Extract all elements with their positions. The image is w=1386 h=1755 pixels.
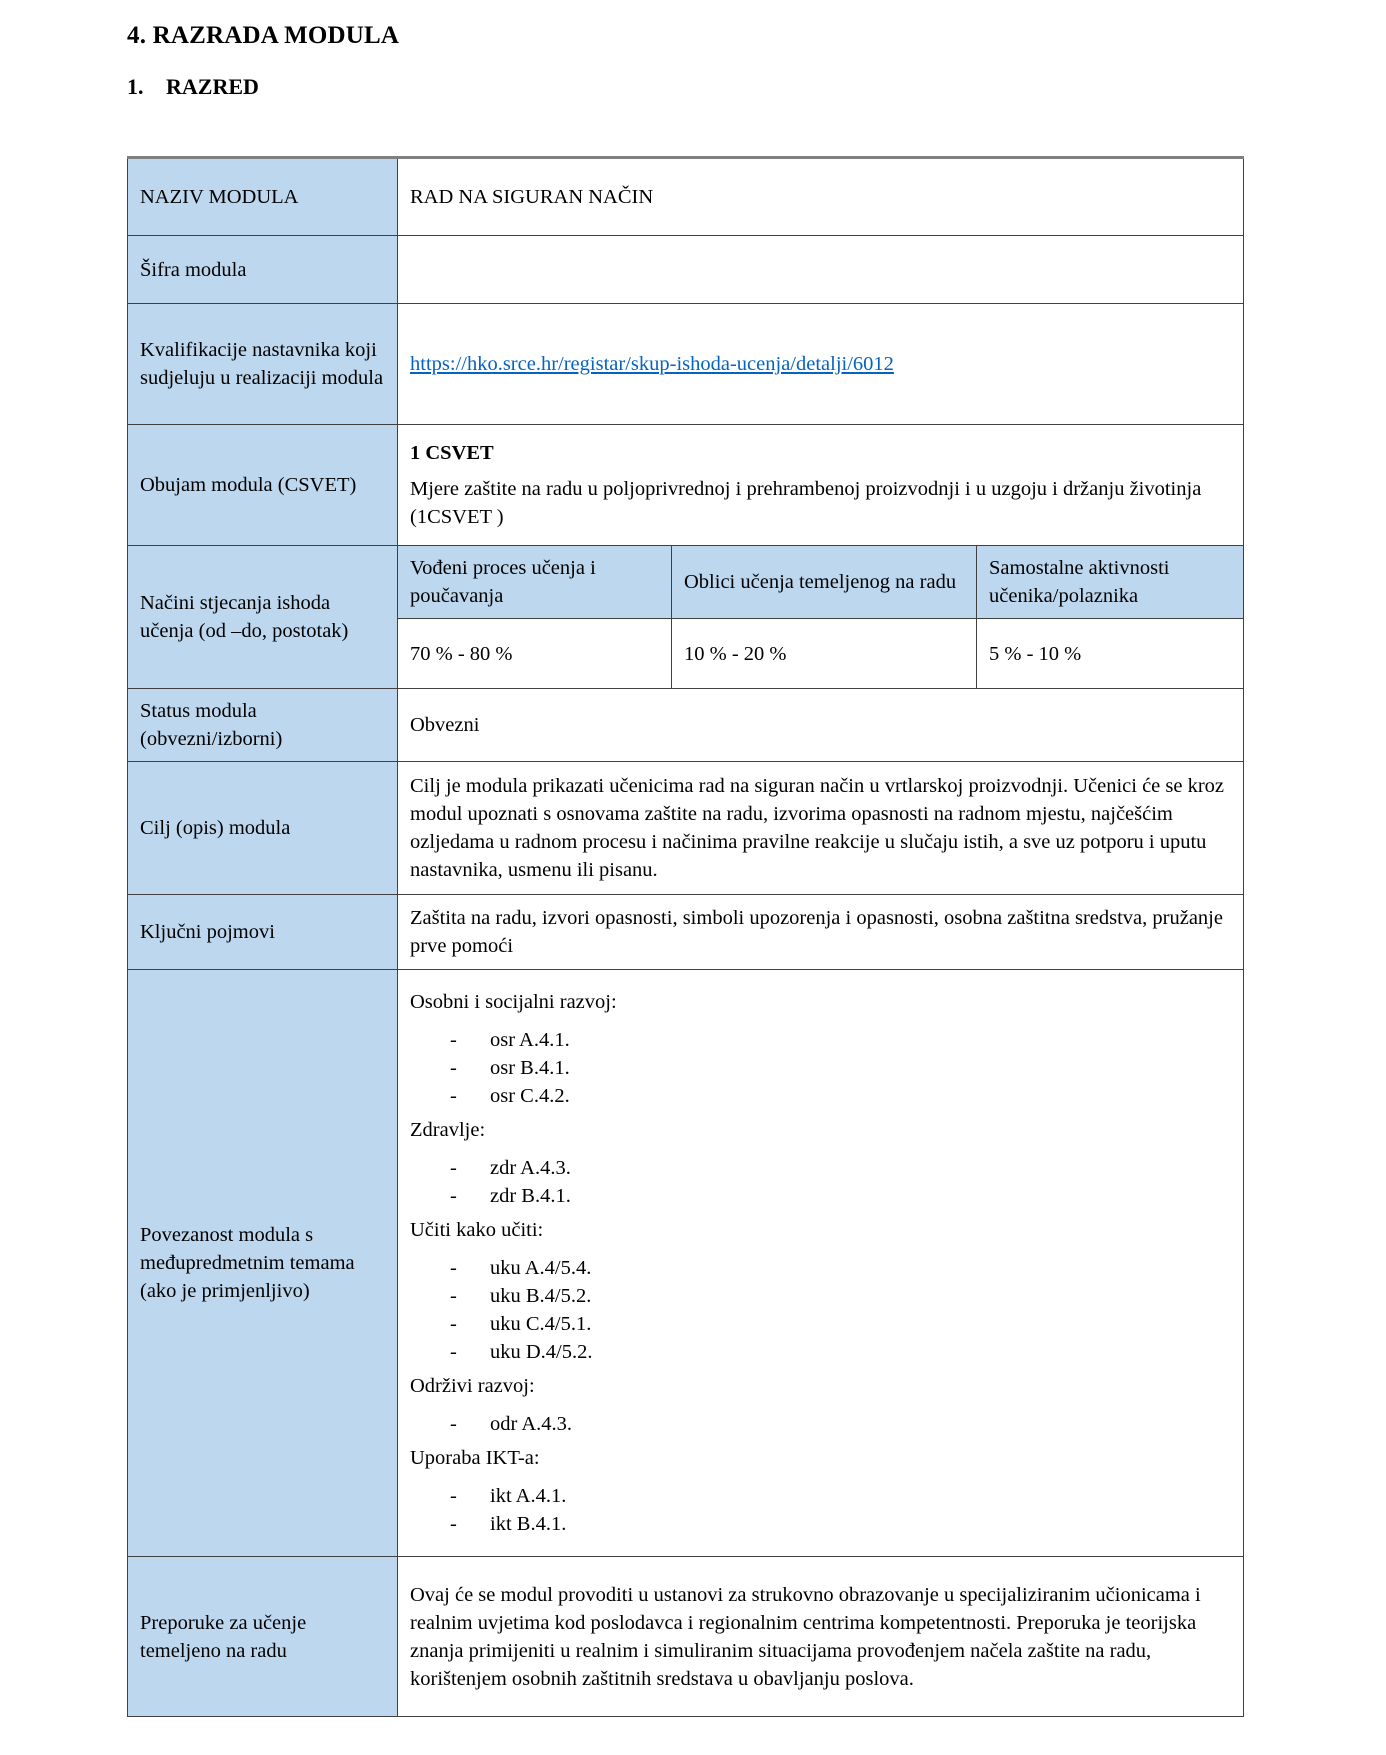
- dash-bullet: -: [450, 1185, 457, 1207]
- povezanost-label: Povezanost modula s međupredmetnim temama (ako je primjenljivo): [128, 970, 398, 1557]
- dash-bullet: -: [450, 1485, 457, 1507]
- obujam-csvet-heading: 1 CSVET: [410, 442, 494, 464]
- section-subtitle: [0, 50, 1386, 100]
- cross-curricular-list-item: [410, 1482, 1231, 1510]
- dash-bullet: -: [450, 1285, 457, 1307]
- nacini-col1-value: 70 % - 80 %: [398, 619, 672, 689]
- cross-curricular-list-item: [410, 1510, 1231, 1538]
- nacini-col3-header: Samostalne aktivnosti učenika/polaznika: [977, 546, 1244, 619]
- row-kljucni-pojmovi: [128, 895, 1244, 970]
- naziv-modula-label: NAZIV MODULA: [128, 158, 398, 236]
- obujam-description: Mjere zaštite na radu u poljoprivrednoj i prehrambenoj proizvodnji i u uzgoju i držanju životinja (1CSVET ): [410, 478, 1202, 528]
- page-title: 4. RAZRADA MODULA: [127, 22, 400, 49]
- cross-curricular-group-header: Održivi razvoj:: [410, 1375, 535, 1397]
- row-naziv-modula: [128, 158, 1244, 236]
- cross-curricular-group-header: Zdravlje:: [410, 1119, 486, 1141]
- dash-bullet: -: [450, 1257, 457, 1279]
- dash-bullet: -: [450, 1085, 457, 1107]
- cross-curricular-list-item: [410, 1082, 1231, 1110]
- cross-curricular-item-text: uku B.4/5.2.: [490, 1285, 592, 1307]
- status-value: Obvezni: [398, 689, 1244, 762]
- cross-curricular-list-item: [410, 1254, 1231, 1282]
- nacini-col2-value: 10 % - 20 %: [672, 619, 977, 689]
- cross-curricular-list-item: [410, 1410, 1231, 1438]
- obujam-value: [398, 425, 1244, 546]
- obujam-label: Obujam modula (CSVET): [128, 425, 398, 546]
- cross-curricular-list-item: [410, 1026, 1231, 1054]
- naziv-modula-value: RAD NA SIGURAN NAČIN: [398, 158, 1244, 236]
- cross-curricular-list-item: [410, 1154, 1231, 1182]
- povezanost-content: [398, 970, 1244, 1557]
- dash-bullet: -: [450, 1513, 457, 1535]
- cross-curricular-item-text: odr A.4.3.: [490, 1413, 572, 1435]
- sifra-modula-label: Šifra modula: [128, 236, 398, 304]
- nacini-col3-value: 5 % - 10 %: [977, 619, 1244, 689]
- cross-curricular-list-item: [410, 1282, 1231, 1310]
- cross-curricular-item-text: zdr A.4.3.: [490, 1157, 571, 1179]
- nacini-col1-header: Vođeni proces učenja i poučavanja: [398, 546, 672, 619]
- cross-curricular-item-text: zdr B.4.1.: [490, 1185, 571, 1207]
- cross-curricular-item-text: ikt A.4.1.: [490, 1485, 567, 1507]
- kvalifikacije-value: [398, 304, 1244, 425]
- cross-curricular-group-header: Uporaba IKT-a:: [410, 1447, 540, 1469]
- cross-curricular-list-item: [410, 1338, 1231, 1366]
- cross-curricular-item-text: osr A.4.1.: [490, 1029, 570, 1051]
- cross-curricular-list-item: [410, 1054, 1231, 1082]
- kvalifikacije-label: Kvalifikacije nastavnika koji sudjeluju u realizaciji modula: [128, 304, 398, 425]
- row-status-modula: [128, 689, 1244, 762]
- sifra-modula-value: [398, 236, 1244, 304]
- kljucni-value: Zaštita na radu, izvori opasnosti, simboli upozorenja i opasnosti, osobna zaštitna sredstva, pružanje prve pomoći: [398, 895, 1244, 970]
- cross-curricular-item-text: osr B.4.1.: [490, 1057, 570, 1079]
- cross-curricular-group-header: Učiti kako učiti:: [410, 1219, 544, 1241]
- cross-curricular-group-header: Osobni i socijalni razvoj:: [410, 991, 617, 1013]
- module-table: [127, 156, 1244, 1717]
- nacini-label: Načini stjecanja ishoda učenja (od –do, postotak): [128, 546, 398, 689]
- preporuke-label: Preporuke za učenje temeljeno na radu: [128, 1557, 398, 1717]
- row-kvalifikacije: [128, 304, 1244, 425]
- row-povezanost: [128, 970, 1244, 1557]
- cross-curricular-list-item: [410, 1310, 1231, 1338]
- nacini-col2-header: Oblici učenja temeljenog na radu: [672, 546, 977, 619]
- kljucni-label: Ključni pojmovi: [128, 895, 398, 970]
- row-nacini-headers: [128, 546, 1244, 619]
- dash-bullet: -: [450, 1057, 457, 1079]
- cross-curricular-list-item: [410, 1182, 1231, 1210]
- registar-hyperlink[interactable]: https://hko.srce.hr/registar/skup-ishoda-ucenja/detalji/6012: [410, 353, 894, 375]
- section-subtitle-number: 1.: [127, 74, 144, 99]
- status-label: Status modula (obvezni/izborni): [128, 689, 398, 762]
- cross-curricular-item-text: uku D.4/5.2.: [490, 1341, 593, 1363]
- preporuke-value: Ovaj će se modul provoditi u ustanovi za strukovno obrazovanje u specijaliziranim učionicama i realnim uvjetima kod poslodavca i regionalnim centrima kompetentnosti. Preporuka je teorijska znanja primijeniti u realnim i simuliranim situacijama provođenjem načela zaštite na radu, korištenjem osobnih zaštitnih sredstava u obavljanju poslova.: [398, 1557, 1244, 1717]
- dash-bullet: -: [450, 1341, 457, 1363]
- cross-curricular-item-text: osr C.4.2.: [490, 1085, 570, 1107]
- section-subtitle-label: RAZRED: [166, 74, 259, 99]
- dash-bullet: -: [450, 1157, 457, 1179]
- dash-bullet: -: [450, 1313, 457, 1335]
- cross-curricular-item-text: ikt B.4.1.: [490, 1513, 567, 1535]
- row-sifra-modula: [128, 236, 1244, 304]
- row-cilj-modula: [128, 762, 1244, 895]
- dash-bullet: -: [450, 1029, 457, 1051]
- cilj-label: Cilj (opis) modula: [128, 762, 398, 895]
- dash-bullet: -: [450, 1413, 457, 1435]
- cross-curricular-item-text: uku C.4/5.1.: [490, 1313, 592, 1335]
- row-preporuke: [128, 1557, 1244, 1717]
- cross-curricular-item-text: uku A.4/5.4.: [490, 1257, 592, 1279]
- row-obujam-modula: [128, 425, 1244, 546]
- cilj-value: Cilj je modula prikazati učenicima rad na siguran način u vrtlarskoj proizvodnji. Učenici će se kroz modul upoznati s osnovama zaštite na radu, izvorima opasnosti na radnom mjestu, najčešćim ozljedama u radnom procesu i načinima pravilne reakcije u slučaju istih, a sve uz potporu i uputu nastavnika, usmenu ili pisanu.: [398, 762, 1244, 895]
